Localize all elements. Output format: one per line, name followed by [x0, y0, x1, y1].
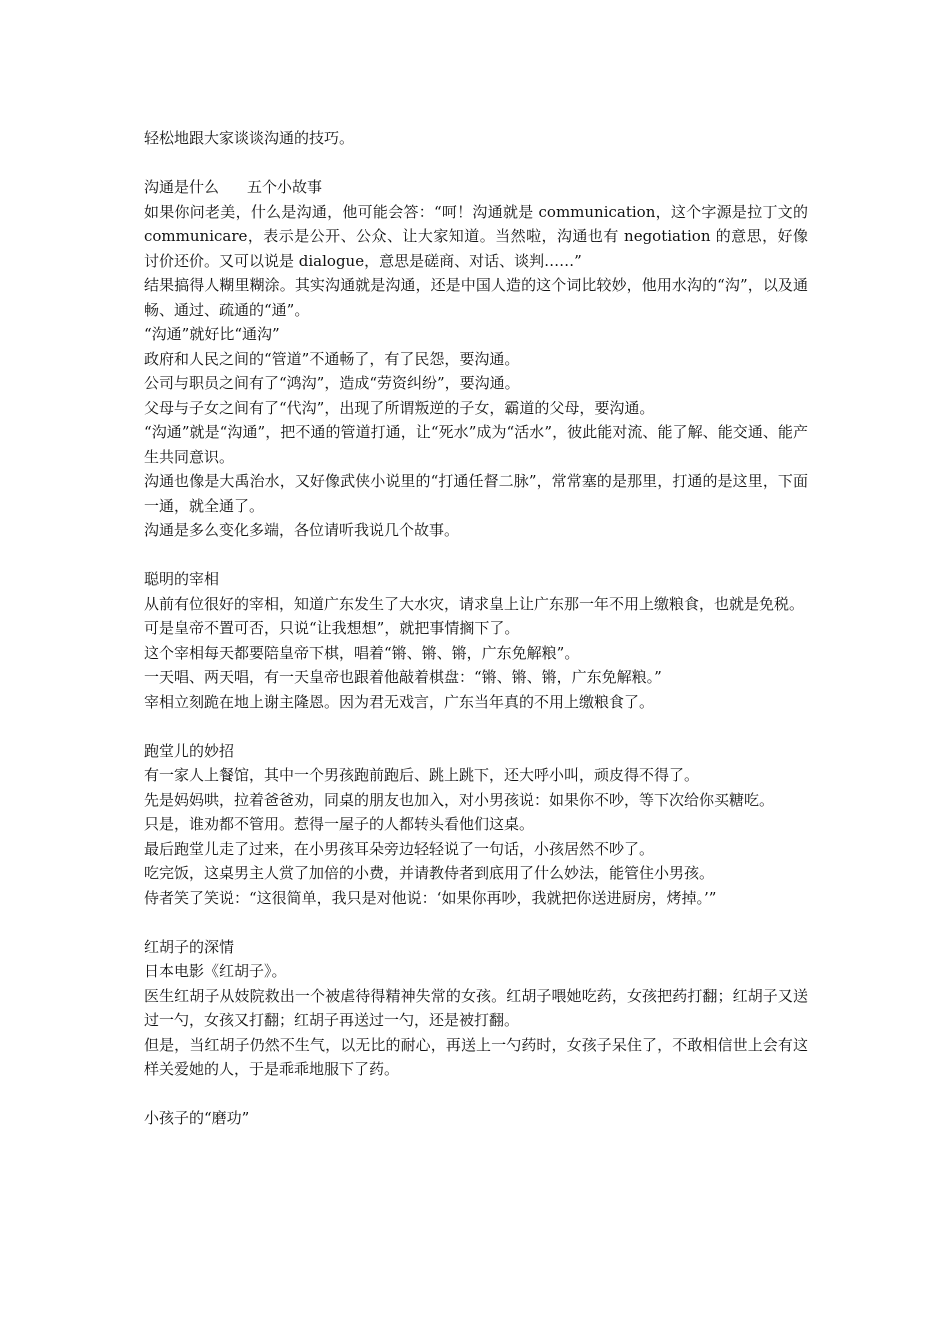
paragraph: 宰相立刻跪在地上谢主隆恩。因为君无戏言，广东当年真的不用上缴粮食了。 — [144, 692, 655, 711]
blank-line — [144, 910, 808, 935]
blank-line — [144, 151, 808, 176]
paragraph: 先是妈妈哄，拉着爸爸劝，同桌的朋友也加入，对小男孩说：如果你不吵，等下次给你买糖吃。 — [144, 790, 775, 809]
paragraph: 侍者笑了笑说：“这很简单，我只是对他说：‘如果你再吵，我就把你送进厨房，烤掉。’” — [144, 888, 717, 907]
paragraph: 沟通是多么变化多端，各位请听我说几个故事。 — [144, 521, 460, 539]
paragraph: 医生红胡子从妓院救出一个被虐待得精神失常的女孩。红胡子喂她吃药，女孩把药打翻；红胡子又送过一勺，女孩又打翻；红胡子再送过一勺，还是被打翻。 — [144, 986, 808, 1029]
paragraph: 从前有位很好的宰相，知道广东发生了大水灾，请求皇上让广东那一年不用上缴粮食，也就是免税。 — [144, 594, 805, 613]
section-heading: 聪明的宰相 — [144, 570, 220, 588]
paragraph: 公司与职员之间有了“鸿沟”，造成“劳资纠纷”，要沟通。 — [144, 374, 520, 392]
heading-part: 沟通是什么 — [144, 178, 220, 196]
intro-text: 轻松地跟大家谈谈沟通的技巧。 — [144, 129, 355, 147]
paragraph: 最后跑堂儿走了过来，在小男孩耳朵旁边轻轻说了一句话，小孩居然不吵了。 — [144, 839, 655, 858]
blank-line — [144, 714, 808, 739]
paragraph: 这个宰相每天都要陪皇帝下棋，唱着“锵、锵、锵，广东免解粮”。 — [144, 643, 580, 662]
section-heading: 跑堂儿的妙招 — [144, 741, 235, 760]
blank-line — [144, 1082, 808, 1107]
paragraph: “沟通”就好比“通沟” — [144, 325, 280, 343]
section-heading: 小孩子的“磨功” — [144, 1109, 250, 1127]
paragraph: “沟通”就是“沟通”，把不通的管道打通，让“死水”成为“活水”，彼此能对流、能了解、能交通、能产生共同意识。 — [144, 423, 808, 466]
paragraph: 有一家人上餐馆，其中一个男孩跑前跑后、跳上跳下，还大呼小叫，顽皮得不得了。 — [144, 766, 700, 784]
paragraph: 只是，谁劝都不管用。惹得一屋子的人都转头看他们这桌。 — [144, 815, 535, 833]
paragraph: 吃完饭，这桌男主人赏了加倍的小费，并请教侍者到底用了什么妙法，能管住小男孩。 — [144, 864, 715, 882]
blank-line — [144, 543, 808, 568]
paragraph: 政府和人民之间的“管道”不通畅了，有了民怨，要沟通。 — [144, 349, 520, 368]
heading-part: 五个小故事 — [247, 178, 323, 196]
paragraph: 如果你问老美，什么是沟通，他可能会答：“呵！沟通就是 communication，这个字源是拉丁文的 communicare，表示是公开、公众、让大家知道。当然啦，沟通也有 negotiation 的意思，好像讨价还价。又可以说是 dialogue，意思是磋商、对话、谈判……” — [144, 202, 808, 270]
section-heading — [144, 175, 808, 200]
document-body — [144, 126, 808, 1131]
paragraph: 沟通也像是大禹治水，又好像武侠小说里的“打通任督二脉”，常常塞的是那里，打通的是这里，下面一通，就全通了。 — [144, 472, 808, 515]
paragraph: 父母与子女之间有了“代沟”，出现了所谓叛逆的子女，霸道的父母，要沟通。 — [144, 398, 655, 417]
paragraph: 一天唱、两天唱，有一天皇帝也跟着他敲着棋盘：“锵、锵、锵，广东免解粮。” — [144, 668, 662, 686]
paragraph: 可是皇帝不置可否，只说“让我想想”，就把事情搁下了。 — [144, 619, 520, 637]
paragraph: 但是，当红胡子仍然不生气，以无比的耐心，再送上一勺药时，女孩子呆住了，不敢相信世上会有这样关爱她的人，于是乖乖地服下了药。 — [144, 1035, 808, 1078]
paragraph: 日本电影《红胡子》。 — [144, 962, 287, 980]
section-heading: 红胡子的深情 — [144, 937, 235, 956]
paragraph: 结果搞得人糊里糊涂。其实沟通就是沟通，还是中国人造的这个词比较妙，他用水沟的“沟”，以及通畅、通过、疏通的“通”。 — [144, 276, 808, 319]
